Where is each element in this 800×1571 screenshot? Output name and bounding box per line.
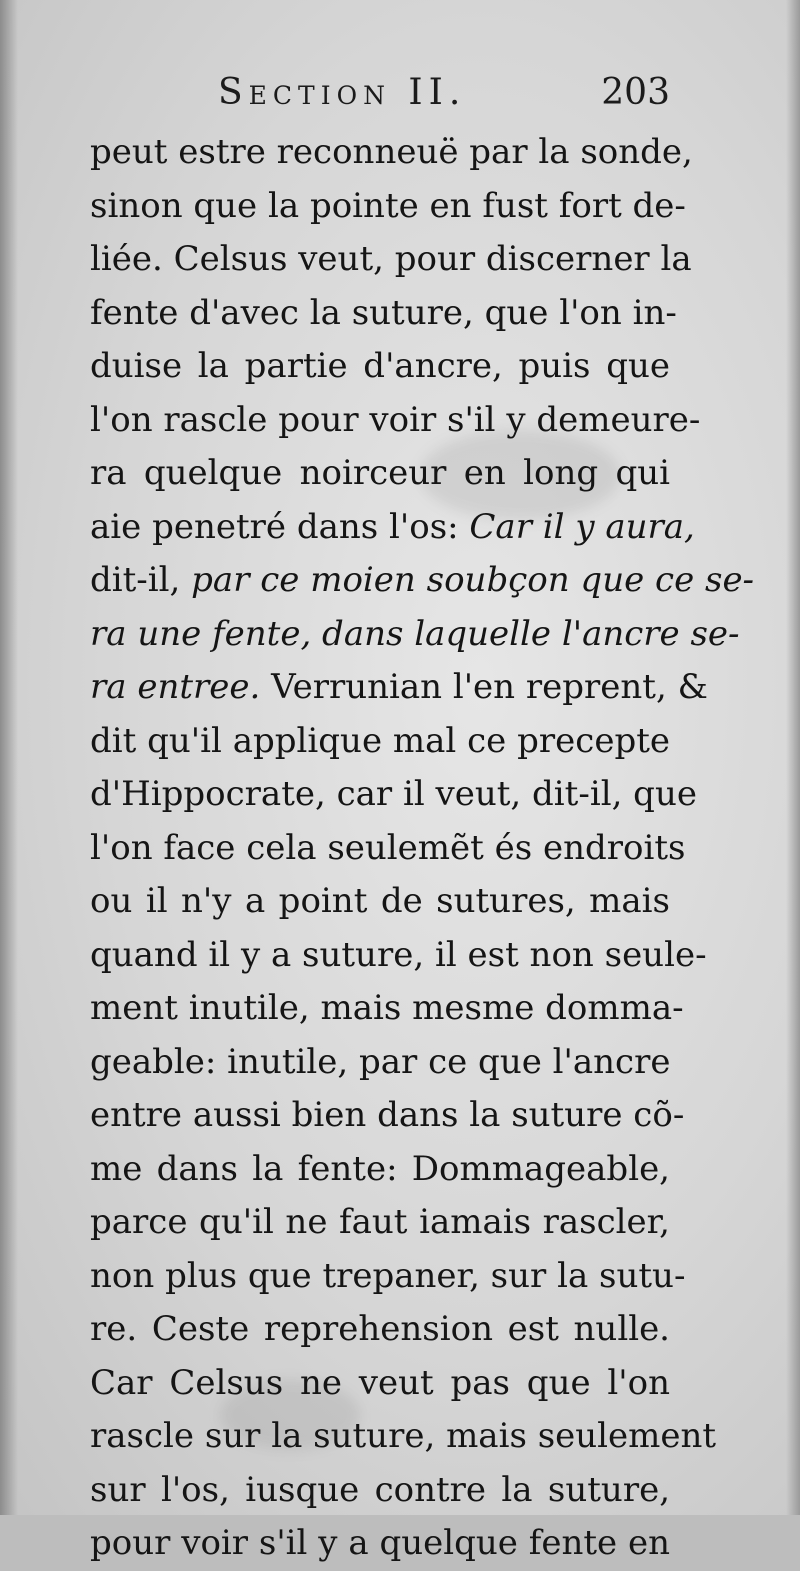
text-line: geable: inutile, par ce que l'ancre [90,1041,671,1082]
text-line: non plus que trepaner, sur la sutu- [90,1255,686,1296]
page-number: 203 [601,72,670,113]
italic-segment: Car il y aura, [469,506,695,547]
roman-segment: Verrunian l'en reprent, & [260,667,708,707]
text-line: l'on face cela seulemẽt és endroits [90,827,686,868]
text-line: l'on rascle pour voir s'il y demeure- [90,399,701,440]
text-line [90,661,708,715]
roman-segment: aie penetré dans l'os: [90,506,470,547]
text-line: sinon que la pointe en fust fort de- [90,185,686,226]
text-line [90,554,755,608]
text-line: sur l'os, iusque contre la suture, [90,1469,670,1510]
text-line: entre aussi bien dans la suture cõ- [90,1095,685,1135]
text-line [90,608,740,662]
text-line: dit qu'il applique mal ce precepte [90,720,670,761]
italic-segment: ra entree. [90,667,261,707]
text-line: me dans la fente: Dommageable, [90,1148,670,1189]
text-line: ra quelque noirceur en long qui [90,453,670,493]
text-line [90,501,695,555]
text-line: liée. Celsus veut, pour discerner la [90,239,692,279]
text-line: ment inutile, mais mesme domma- [90,988,684,1028]
text-line: re. Ceste reprehension est nulle. [90,1309,670,1349]
page-edge-shadow-right [786,0,800,1515]
text-line: parce qu'il ne faut iamais rascler, [90,1202,670,1242]
text-line: quand il y a suture, il est non seule- [90,934,707,975]
text-line: d'Hippocrate, car il veut, dit-il, que [90,774,697,814]
text-line: fente d'avec la suture, que l'on in- [90,292,677,333]
text-line: duise la partie d'ancre, puis que [90,346,670,386]
text-line: rascle sur la suture, mais seulement [90,1416,717,1456]
page-edge-shadow-left [0,0,18,1515]
text-line: peut estre reconneuë par la sonde, [90,132,693,172]
italic-segment: par ce moien soubçon que ce se- [191,560,755,600]
text-line: pour voir s'il y a quelque fente en [90,1523,670,1563]
text-line: Car Celsus ne veut pas que l'on [90,1362,670,1403]
body-text [90,126,755,1571]
italic-segment: ra une fente, dans laquelle l'ancre se- [90,613,740,654]
page-header [100,72,670,120]
roman-segment: dit-il, [90,560,192,600]
text-line: ou il n'y a point de sutures, mais [90,881,670,921]
running-head: Section II. [218,72,467,113]
